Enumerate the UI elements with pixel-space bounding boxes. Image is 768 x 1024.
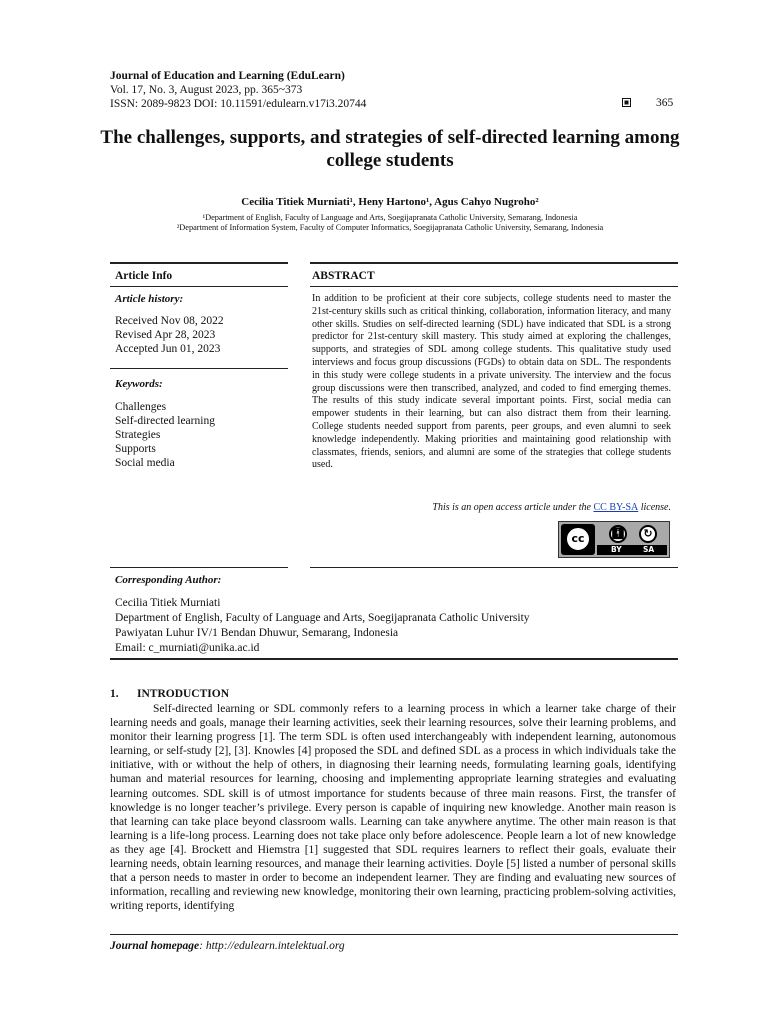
authors: Cecilia Titiek Murniati¹, Heny Hartono¹, Agus Cahyo Nugroho² — [241, 196, 539, 208]
section-title: INTRODUCTION — [137, 688, 230, 700]
history-accepted: Accepted Jun 01, 2023 — [115, 343, 221, 355]
corresponding-author-heading: Corresponding Author: — [115, 574, 222, 586]
history-received: Received Nov 08, 2022 — [115, 315, 224, 327]
attribution-icon: 🚹︎ — [609, 525, 627, 543]
issn-doi: ISSN: 2089-9823 DOI: 10.11591/edulearn.v17i3.20744 — [110, 98, 367, 110]
article-history-list — [115, 314, 224, 356]
section-heading-introduction — [110, 688, 229, 700]
keyword: Challenges — [115, 401, 167, 413]
corresponding-name: Cecilia Titiek Murniati — [115, 597, 221, 609]
keywords-list — [115, 400, 215, 470]
open-access-suffix: license. — [638, 502, 671, 513]
divider — [310, 567, 678, 568]
cc-icon: cc — [565, 526, 591, 552]
keyword: Strategies — [115, 429, 161, 441]
keywords-heading: Keywords: — [115, 378, 163, 390]
open-access-prefix: This is an open access article under the — [432, 502, 594, 513]
divider — [310, 262, 678, 264]
homepage-label: Journal homepage — [110, 940, 200, 952]
divider — [110, 262, 288, 264]
divider — [110, 567, 288, 568]
homepage-url[interactable]: : http://edulearn.intelektual.org — [199, 940, 345, 952]
divider — [310, 286, 678, 287]
abstract-heading: ABSTRACT — [312, 270, 375, 282]
badge-by-label: BY — [611, 545, 622, 554]
section-number: 1. — [110, 688, 119, 700]
history-revised: Revised Apr 28, 2023 — [115, 329, 216, 341]
open-access-statement — [312, 502, 671, 513]
paper-title: The challenges, supports, and strategies of self-directed learning among college students — [100, 127, 680, 171]
abstract-text: In addition to be proficient at their core subjects, college students need to master the 21st-century skills such as critical thinking, collaboration, information literacy, and many other skills. Studies on self-directed learning (SDL) have indicated that SDL is a strong predictor for 21st-century skill mastery. This study aimed at exploring the challenges, supports, and strategies of SDL among college students. This qualitative study used interviews and focus group discussions (FGDs) to obtain data on SDL. The respondents in this study were college students in a private university. The interview and the focus group discussions were then transcribed, analyzed, and coded to find emerging themes. The results of this study indicate several important points. First, social media can empower students in their learning, but can also distract them from their learning. College students needed support from parents, peer groups, and even alumni to seek knowledge independently. Making priorities and maintaining good relationship with classmates, friends, seniors, and alumni are some of the strategies that college students used. — [312, 293, 671, 471]
license-link[interactable]: CC BY-SA — [593, 502, 639, 513]
divider — [110, 368, 288, 369]
share-alike-icon: ↻ — [639, 525, 657, 543]
affiliation-2: ²Department of Information System, Faculty of Computer Informatics, Soegijapranata Catholic University, Semarang, Indonesia — [176, 223, 604, 232]
journal-homepage — [110, 940, 345, 952]
license-band — [597, 545, 667, 555]
corresponding-email: Email: c_murniati@unika.ac.id — [115, 642, 260, 654]
paragraph: Self-directed learning or SDL commonly refers to a learning process in which a learner take charge of their learning needs and goals, manage their learning activities, seek their learning resources, solve their learning problems, and monitor their learning progress [1]. The term SDL is often used interchangeably with independent learning, autonomous learning, or self-study [2], [3]. Knowles [4] proposed the SDL and defined SDL as a process in which individuals take the initiative, with or without the help of others, in diagnosing their learning needs, formulating learning goals, identifying human and material resources for learning, choosing and implementing appropriate learning strategies and evaluating learning outcomes. SDL skill is of utmost importance for students because of three main reasons. First, the transfer of knowledge is no longer teacher’s privilege. Every person is capable of inquiring new knowledge. Another main reason is that learning can take place beyond classroom walls. Learning can take anywhere anytime. The other main reason is that learning is a life-long process. Learning does not take place only before adolescence. People learn a lot of new knowledge as they age [4]. Brockett and Hiemstra [1] suggested that SDL requires learners to reflect their goals, evaluate their learning needs, obtain learning resources, and manage their learning activities. Doyle [5] listed a number of personal skills that a person needs to master in order to become an independent learner. They are finding and evaluating new sources of information, recalling and reviewing new knowledge, monitoring their own learning, practicing problem-solving activities, writing reports, identifying — [110, 703, 676, 913]
square-icon — [622, 98, 631, 107]
badge-sa-label: SA — [643, 545, 655, 554]
divider — [110, 934, 678, 935]
corresponding-author-details — [115, 596, 530, 656]
article-history-heading: Article history: — [115, 293, 184, 305]
journal-name: Journal of Education and Learning (EduLearn) — [110, 70, 345, 82]
divider — [110, 286, 288, 287]
keyword: Self-directed learning — [115, 415, 215, 427]
corresponding-address: Pawiyatan Luhur IV/1 Bendan Dhuwur, Semarang, Indonesia — [115, 627, 399, 639]
divider — [110, 658, 678, 660]
affiliation-1: ¹Department of English, Faculty of Language and Arts, Soegijapranata Catholic University, Semarang, Indonesia — [202, 213, 578, 222]
introduction-body — [110, 702, 676, 913]
cc-logo — [561, 524, 595, 555]
article-info-heading: Article Info — [115, 270, 173, 282]
page-number: 365 — [656, 97, 674, 109]
corresponding-department: Department of English, Faculty of Language and Arts, Soegijapranata Catholic University — [115, 612, 530, 624]
keyword: Social media — [115, 457, 175, 469]
volume-info: Vol. 17, No. 3, August 2023, pp. 365~373 — [110, 84, 303, 96]
cc-by-sa-badge[interactable] — [558, 521, 670, 558]
keyword: Supports — [115, 443, 156, 455]
